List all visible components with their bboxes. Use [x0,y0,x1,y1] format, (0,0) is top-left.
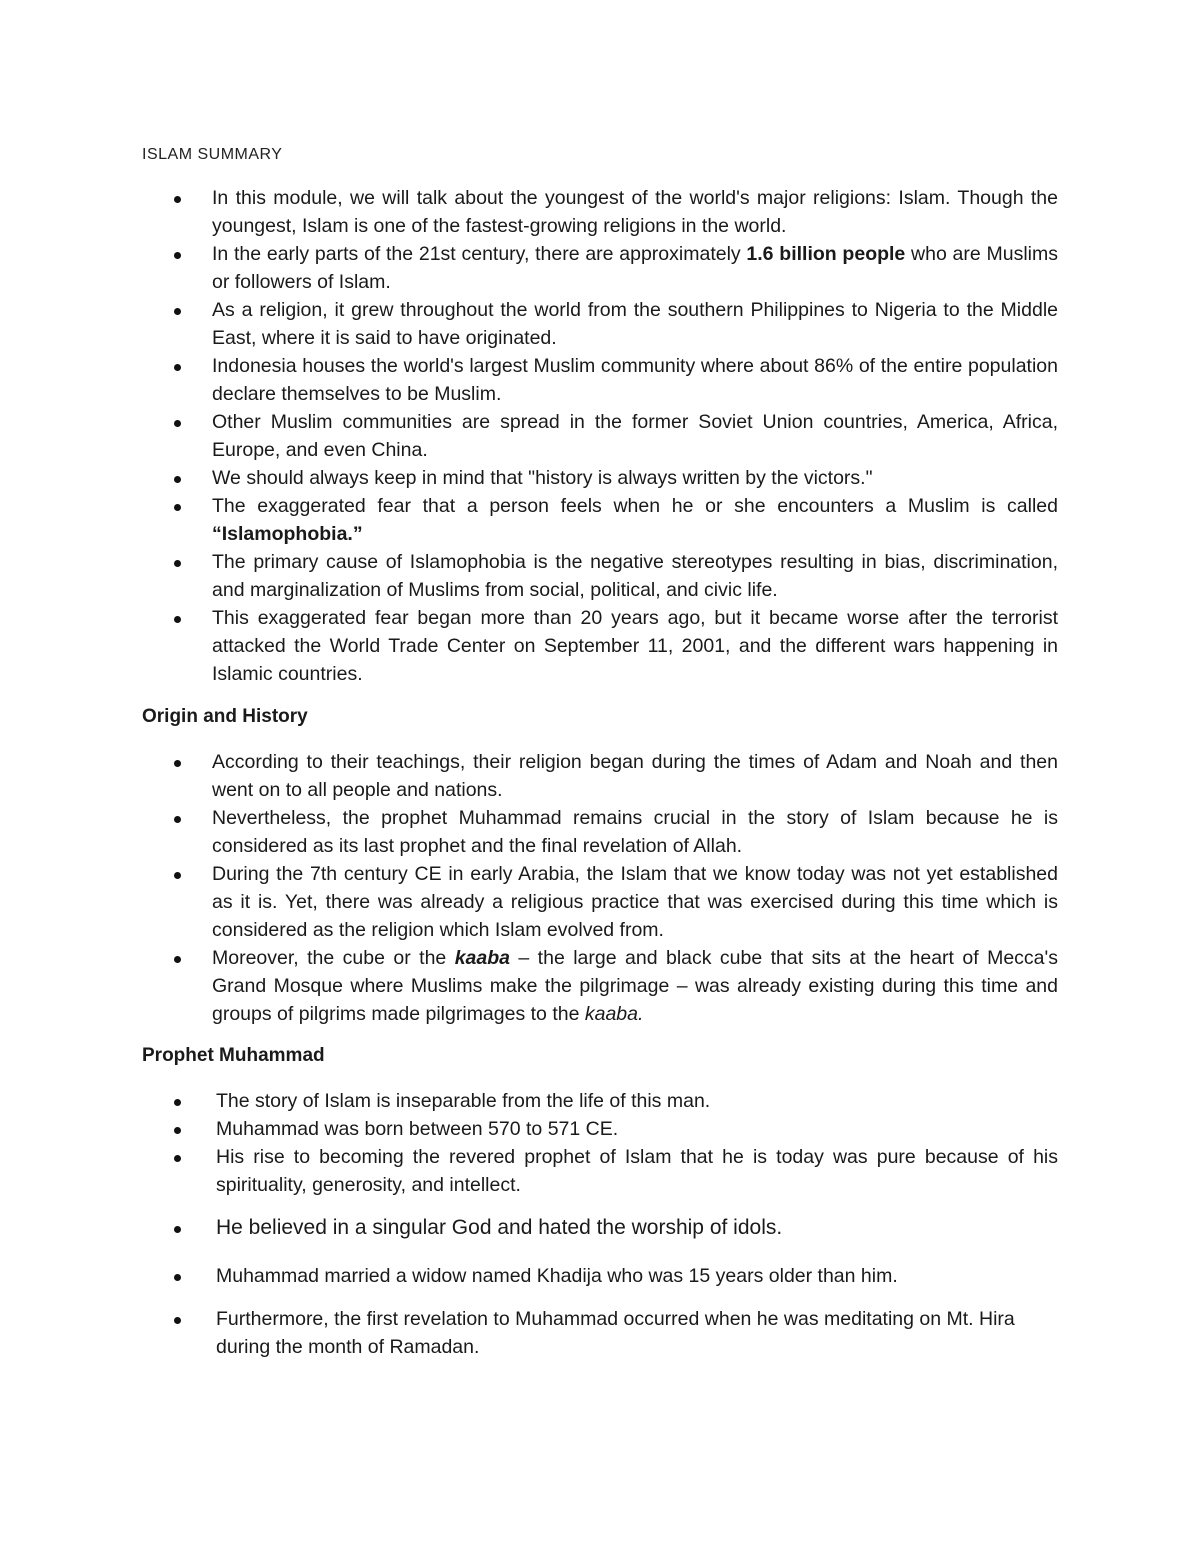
list-item: Other Muslim communities are spread in the former Soviet Union countries, America, Africa, Europe, and even China. [170,408,1058,464]
bullet-icon [174,1226,181,1233]
list-item: As a religion, it grew throughout the world from the southern Philippines to Nigeria to the Middle East, where it is said to have originated. [170,296,1058,352]
bullet-icon [174,1099,181,1106]
list-item: Indonesia houses the world's largest Muslim community where about 86% of the entire population declare themselves to be Muslim. [170,352,1058,408]
bullet-icon [174,364,181,371]
bullet-icon [174,816,181,823]
bullet-icon [174,872,181,879]
islamophobia-term: “Islamophobia.” [212,523,363,545]
document-title: ISLAM SUMMARY [142,146,283,163]
list-item: The primary cause of Islamophobia is the negative stereotypes resulting in bias, discrimination, and marginalization of Muslims from social, political, and civic life. [170,548,1058,604]
list-item: Muhammad married a widow named Khadija who was 15 years older than him. [170,1262,1058,1290]
kaaba-term: kaaba [454,947,510,969]
bullet-icon [174,504,181,511]
list-item: He believed in a singular God and hated the worship of idols. [170,1214,1058,1242]
list-item: Furthermore, the first revelation to Muhammad occurred when he was meditating on Mt. Hira during the month of Ramadan. [170,1305,1058,1361]
bullet-icon [174,956,181,963]
list-item: According to their teachings, their religion began during the times of Adam and Noah and then went on to all people and nations. [170,748,1058,804]
list-item: Muhammad was born between 570 to 571 CE. [170,1115,1058,1143]
bullet-icon [174,308,181,315]
list-item: The exaggerated fear that a person feels when he or she encounters a Muslim is called “Islamophobia.” [170,492,1058,548]
list-item: This exaggerated fear began more than 20 years ago, but it became worse after the terrorist attacked the World Trade Center on September 11, 2001, and the different wars happening in Islamic countries. [170,604,1058,688]
list-item: During the 7th century CE in early Arabia, the Islam that we know today was not yet established as it is. Yet, there was already a religious practice that was exercised during this time which is considered as the religion which Islam evolved from. [170,860,1058,944]
list-item: The story of Islam is inseparable from the life of this man. [170,1087,1058,1115]
prophet-list-revelation [170,1305,1058,1361]
kaaba-term-italic: kaaba. [584,1003,644,1025]
list-item: In this module, we will talk about the youngest of the world's major religions: Islam. Though the youngest, Islam is one of the fastest-growing religions in the world. [170,184,1058,240]
list-item: Moreover, the cube or the kaaba – the large and black cube that sits at the heart of Mecca's Grand Mosque where Muslims make the pilgrimage – was already existing during this time and groups of pilgrims made pilgrimages to the kaaba. [170,944,1058,1028]
bullet-icon [174,1317,181,1324]
bullet-icon [174,760,181,767]
bullet-icon [174,196,181,203]
bullet-icon [174,476,181,483]
list-item: Nevertheless, the prophet Muhammad remains crucial in the story of Islam because he is considered as its last prophet and the final revelation of Allah. [170,804,1058,860]
bullet-icon [174,560,181,567]
bullet-icon [174,1274,181,1281]
bullet-icon [174,1155,181,1162]
population-figure: 1.6 billion people [746,243,906,265]
bullet-icon [174,420,181,427]
list-item: In the early parts of the 21st century, there are approximately 1.6 billion people who are Muslims or followers of Islam. [170,240,1058,296]
intro-list [170,184,1058,688]
list-item: His rise to becoming the revered prophet of Islam that he is today was pure because of his spirituality, generosity, and intellect. [170,1143,1058,1199]
bullet-icon [174,252,181,259]
list-item: We should always keep in mind that "history is always written by the victors." [170,464,1058,492]
section-heading-origin: Origin and History [142,706,308,727]
section-heading-prophet: Prophet Muhammad [142,1045,325,1066]
prophet-list-continued [170,1214,1058,1242]
prophet-list-marriage [170,1262,1058,1290]
prophet-list [170,1087,1058,1199]
origin-list [170,748,1058,1028]
bullet-icon [174,1127,181,1134]
bullet-icon [174,616,181,623]
